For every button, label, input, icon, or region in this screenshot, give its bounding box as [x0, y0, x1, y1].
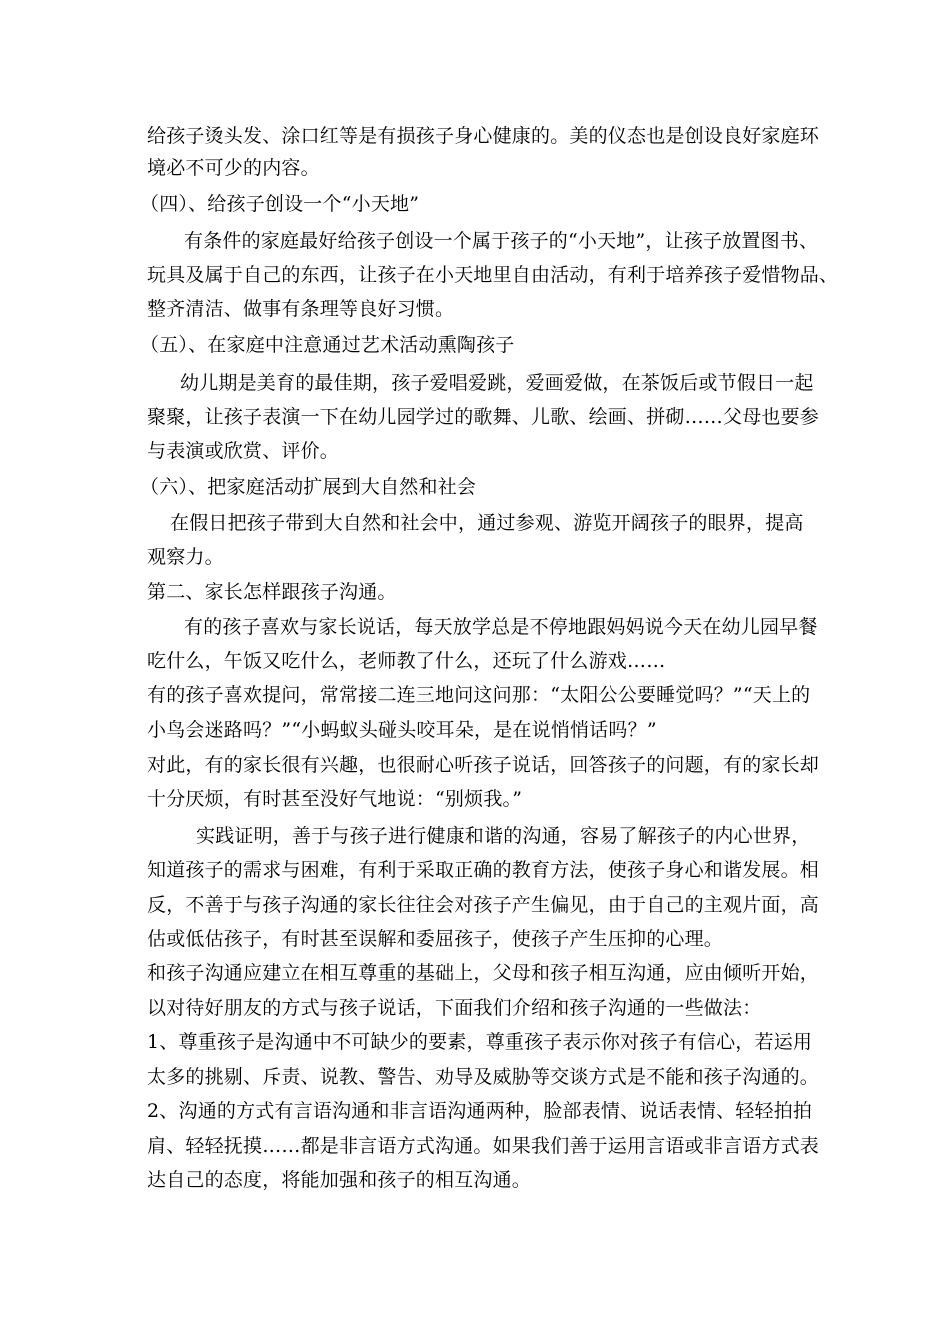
text-line: 观察力。	[147, 546, 224, 568]
text-line: 实践证明，善于与孩子进行健康和谐的沟通，容易了解孩子的内心世界，	[196, 825, 811, 847]
text-line: 有条件的家庭最好给孩子创设一个属于孩子的“小天地”，让孩子放置图书、	[184, 230, 819, 252]
text-line: 在假日把孩子带到大自然和社会中，通过参观、游览开阔孩子的眼界，提高	[170, 512, 804, 534]
text-line: 聚聚，让孩子表演一下在幼儿园学过的歌舞、儿歌、绘画、拼砌……父母也要参	[147, 406, 820, 428]
text-line: 反，不善于与孩子沟通的家长往往会对孩子产生偏见，由于自己的主观片面，高	[147, 894, 820, 916]
text-line: 十分厌烦，有时甚至没好气地说：“别烦我。”	[147, 788, 523, 810]
text-line: 太多的挑剔、斥责、说教、警告、劝导及威胁等交谈方式是不能和孩子沟通的。	[147, 1066, 820, 1088]
text-line: 知道孩子的需求与困难，有利于采取正确的教育方法，使孩子身心和谐发展。相	[147, 859, 820, 881]
text-line: 有的孩子喜欢与家长说话，每天放学总是不停地跟妈妈说今天在幼儿园早餐	[184, 616, 818, 638]
text-line: 幼儿期是美育的最佳期，孩子爱唱爱跳，爱画爱做，在茶饭后或节假日一起	[180, 372, 814, 394]
text-line: 以对待好朋友的方式与孩子说话，下面我们介绍和孩子沟通的一些做法：	[147, 997, 762, 1019]
text-line: 玩具及属于自己的东西，让孩子在小天地里自由活动，有利于培养孩子爱惜物品、	[147, 264, 839, 286]
text-line: 吃什么，午饭又吃什么，老师教了什么，还玩了什么游戏……	[147, 650, 666, 672]
section-heading: （四）、给孩子创设一个“小天地”	[140, 193, 420, 215]
text-line: 达自己的态度，将能加强和孩子的相互沟通。	[147, 1169, 532, 1191]
list-item: 2、沟通的方式有言语沟通和非言语沟通两种，脸部表情、说话表情、轻轻拍拍	[147, 1100, 813, 1122]
text-line: 有的孩子喜欢提问，常常接二连三地问这问那：“太阳公公要睡觉吗？”“天上的	[147, 684, 811, 706]
section-heading: （五）、在家庭中注意通过艺术活动熏陶孩子	[140, 334, 515, 356]
section-heading: 第二、家长怎样跟孩子沟通。	[147, 581, 397, 603]
list-item: 1、尊重孩子是沟通中不可缺少的要素，尊重孩子表示你对孩子有信心，若运用	[147, 1031, 813, 1053]
text-line: 对此，有的家长很有兴趣，也很耐心听孩子说话，回答孩子的问题，有的家长却	[147, 754, 820, 776]
text-line: 肩、轻轻抚摸……都是非言语方式沟通。如果我们善于运用言语或非言语方式表	[147, 1135, 820, 1157]
text-line: 整齐清洁、做事有条理等良好习惯。	[147, 298, 455, 320]
text-line: 与表演或欣赏、评价。	[147, 440, 340, 462]
section-heading: （六）、把家庭活动扩展到大自然和社会	[140, 476, 477, 498]
text-line: 境必不可少的内容。	[147, 157, 320, 179]
text-line: 估或低估孩子，有时甚至误解和委屈孩子，使孩子产生压抑的心理。	[147, 928, 724, 950]
text-line: 小鸟会迷路吗？”“小蚂蚁头碰头咬耳朵，是在说悄悄话吗？”	[147, 719, 657, 741]
text-line: 给孩子烫头发、涂口红等是有损孩子身心健康的。美的仪态也是创设良好家庭环	[147, 125, 820, 147]
text-line: 和孩子沟通应建立在相互尊重的基础上，父母和孩子相互沟通，应由倾听开始，	[147, 962, 820, 984]
